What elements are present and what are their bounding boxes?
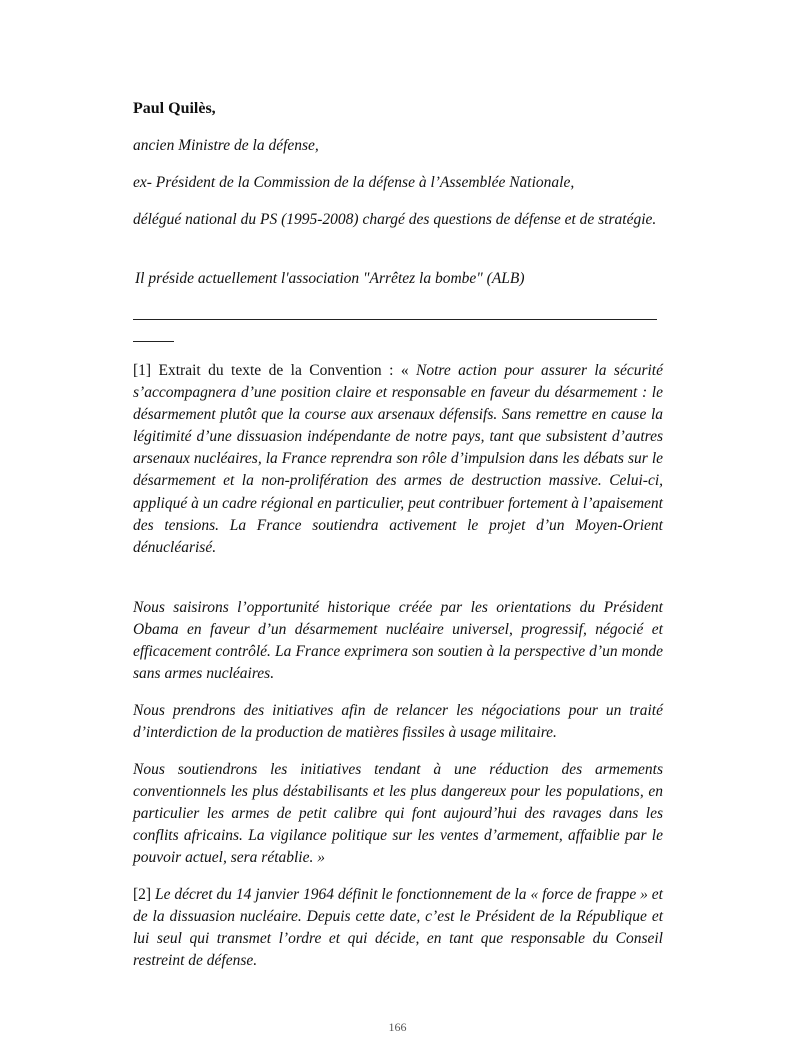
footnote-1-paragraph-2: Nous saisirons l’opportunité historique créée par les orientations du Président Obama en faveur d’un désarmement nucléaire universel, progressif, négocié et efficacement contrôlé. La France exprimera son soutien à la perspective d’un monde sans armes nucléaires. (133, 599, 663, 683)
author-bio-line: ex- Président de la Commission de la défense à l’Assemblée Nationale, (133, 174, 575, 191)
author-bio-line: ancien Ministre de la défense, (133, 137, 319, 154)
footnote-separator-short (133, 341, 174, 342)
footnote-2-marker[interactable]: [2] (133, 886, 152, 903)
footnote-1-lead: Extrait du texte de la Convention : « (151, 362, 416, 379)
footnote-1-marker[interactable]: [1] (133, 362, 152, 379)
footnote-1-quote: Notre action pour assurer la sécurité s’accompagnera d’une position claire et responsable en faveur du désarmement : le désarmement plutôt que la course aux arsenaux défensifs. Sans remettre en cause la légitimité d’une dissuasion indépendante de notre pays, tant que subsistent d’autres arsenaux nucléaires, la France reprendra son rôle d’impulsion dans les débats sur le désarmement et la non-prolifération des armes de destruction massive. Celui-ci, appliqué à un cadre régional en particulier, peut contribuer fortement à l’apaisement des tensions. La France soutiendra activement le projet d’un Moyen-Orient dénucléarisé. (133, 362, 663, 556)
footnote-2 (133, 884, 663, 972)
author-name: Paul Quilès, (133, 100, 216, 117)
footnote-1-paragraph-4: Nous soutiendrons les initiatives tendant à une réduction des armements conventionnels les plus déstabilisants et les plus dangereux pour les populations, en particulier les armes de petit calibre qui font aujourd’hui des ravages dans les conflits africains. La vigilance politique sur les ventes d’armement, affaiblie par le pouvoir actuel, sera rétablie. » (133, 761, 663, 867)
author-bio-line: Il préside actuellement l'association "Arrêtez la bombe" (ALB) (135, 270, 525, 287)
author-bio-line: délégué national du PS (1995-2008) chargé des questions de défense et de stratégie. (133, 211, 657, 228)
page-number: 166 (388, 1020, 407, 1034)
footnote-1-paragraph-3: Nous prendrons des initiatives afin de relancer les négociations pour un traité d’interdiction de la production de matières fissiles à usage militaire. (133, 702, 663, 742)
footnote-1 (133, 360, 663, 559)
footnote-separator (133, 319, 657, 320)
footnote-2-text: Le décret du 14 janvier 1964 définit le fonctionnement de la « force de frappe » et de la dissuasion nucléaire. Depuis cette date, c’est le Président de la République et lui seul qui transmet l’ordre et qui décide, en tant que responsable du Conseil restreint de défense. (133, 886, 663, 970)
